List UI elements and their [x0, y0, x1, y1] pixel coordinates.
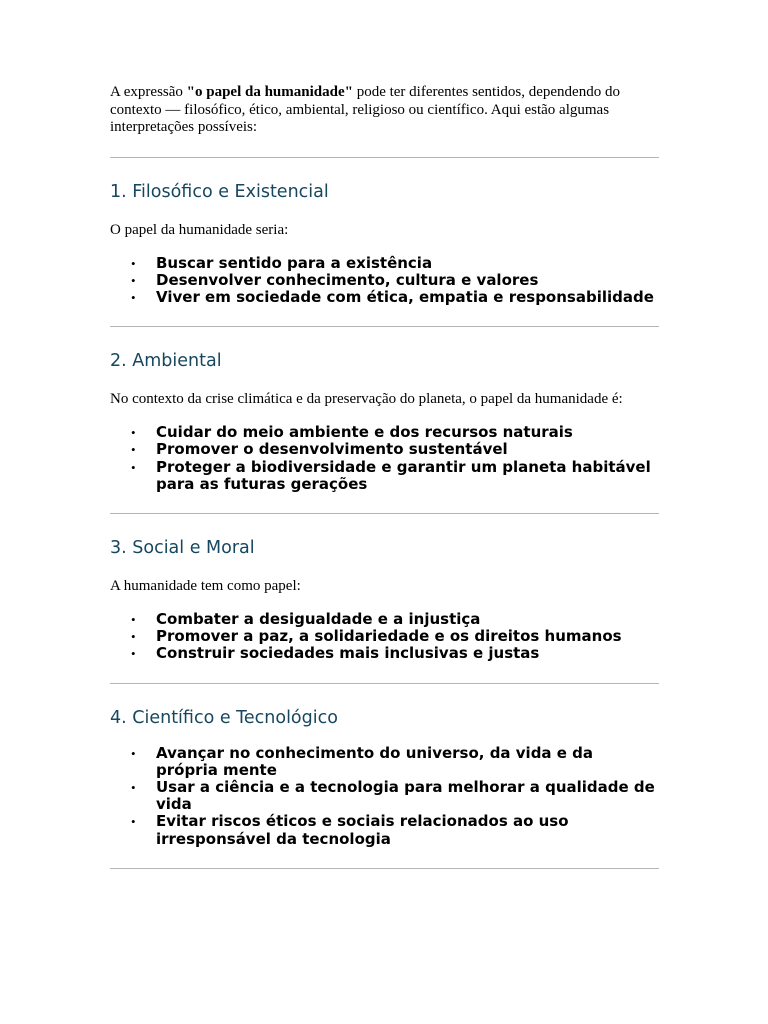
bullet-icon: • [131, 442, 136, 458]
list-item [110, 611, 659, 628]
bullet-icon: • [131, 646, 136, 662]
intro-bold-phrase: "o papel da humanidade" [186, 84, 353, 100]
list-item-text: Buscar sentido para a existência [156, 253, 433, 272]
list-item [110, 272, 659, 289]
bullet-icon: • [131, 255, 136, 271]
section-heading-filosofico: 1. Filosófico e Existencial [110, 181, 329, 202]
section-heading-cientifico-tecnologico: 4. Científico e Tecnológico [110, 707, 338, 728]
document-page [110, 84, 659, 869]
list-item [110, 628, 659, 645]
list-item [110, 645, 659, 662]
list-item [110, 745, 659, 779]
list-item-text: Desenvolver conhecimento, cultura e valores [156, 270, 539, 289]
list-item-text: Viver em sociedade com ética, empatia e responsabilidade [156, 287, 654, 306]
intro-paragraph [110, 84, 659, 137]
list-item-text: Construir sociedades mais inclusivas e justas [156, 644, 540, 663]
list-item [110, 459, 659, 493]
list-item [110, 813, 659, 847]
section-heading-ambiental: 2. Ambiental [110, 351, 222, 372]
list-item-text: Promover o desenvolvimento sustentável [156, 440, 508, 459]
bullet-list-social-moral [110, 611, 659, 663]
bullet-list-filosofico [110, 255, 659, 307]
bullet-icon: • [131, 814, 136, 830]
list-item [110, 779, 659, 813]
section-paragraph-filosofico: O papel da humanidade seria: [110, 221, 289, 238]
bullet-icon: • [131, 629, 136, 645]
list-item-text: Avançar no conhecimento do universo, da vida e da própria mente [156, 743, 594, 779]
bullet-list-cientifico-tecnologico [110, 745, 659, 848]
list-item-text: Promover a paz, a solidariedade e os direitos humanos [156, 627, 622, 646]
bullet-icon: • [131, 459, 136, 475]
list-item-text: Cuidar do meio ambiente e dos recursos naturais [156, 423, 573, 442]
list-item-text: Combater a desigualdade e a injustiça [156, 609, 481, 628]
intro-text-end: pode ter diferentes sentidos, dependendo do contexto — filosófico, ético, ambiental, religioso ou científico. Aqui estão algumas interpretações possíveis: [110, 84, 620, 135]
bullet-icon: • [131, 611, 136, 627]
bullet-list-ambiental [110, 424, 659, 493]
bullet-icon: • [131, 425, 136, 441]
bullet-icon: • [131, 289, 136, 305]
list-item [110, 289, 659, 306]
section-heading-social-moral: 3. Social e Moral [110, 537, 255, 558]
list-item [110, 441, 659, 458]
section-paragraph-ambiental: No contexto da crise climática e da preservação do planeta, o papel da humanidade é: [110, 391, 623, 408]
list-item-text: Proteger a biodiversidade e garantir um planeta habitável para as futuras gerações [156, 457, 651, 493]
intro-text-start: A expressão [110, 84, 187, 100]
list-item [110, 255, 659, 272]
bullet-icon: • [131, 779, 136, 795]
list-item-text: Evitar riscos éticos e sociais relacionados ao uso irresponsável da tecnologia [156, 812, 569, 848]
list-item [110, 424, 659, 441]
list-item-text: Usar a ciência e a tecnologia para melhorar a qualidade de vida [156, 777, 655, 814]
bullet-icon: • [131, 272, 136, 288]
section-divider [110, 868, 659, 869]
section-paragraph-social-moral: A humanidade tem como papel: [110, 577, 301, 594]
bullet-icon: • [131, 745, 136, 761]
